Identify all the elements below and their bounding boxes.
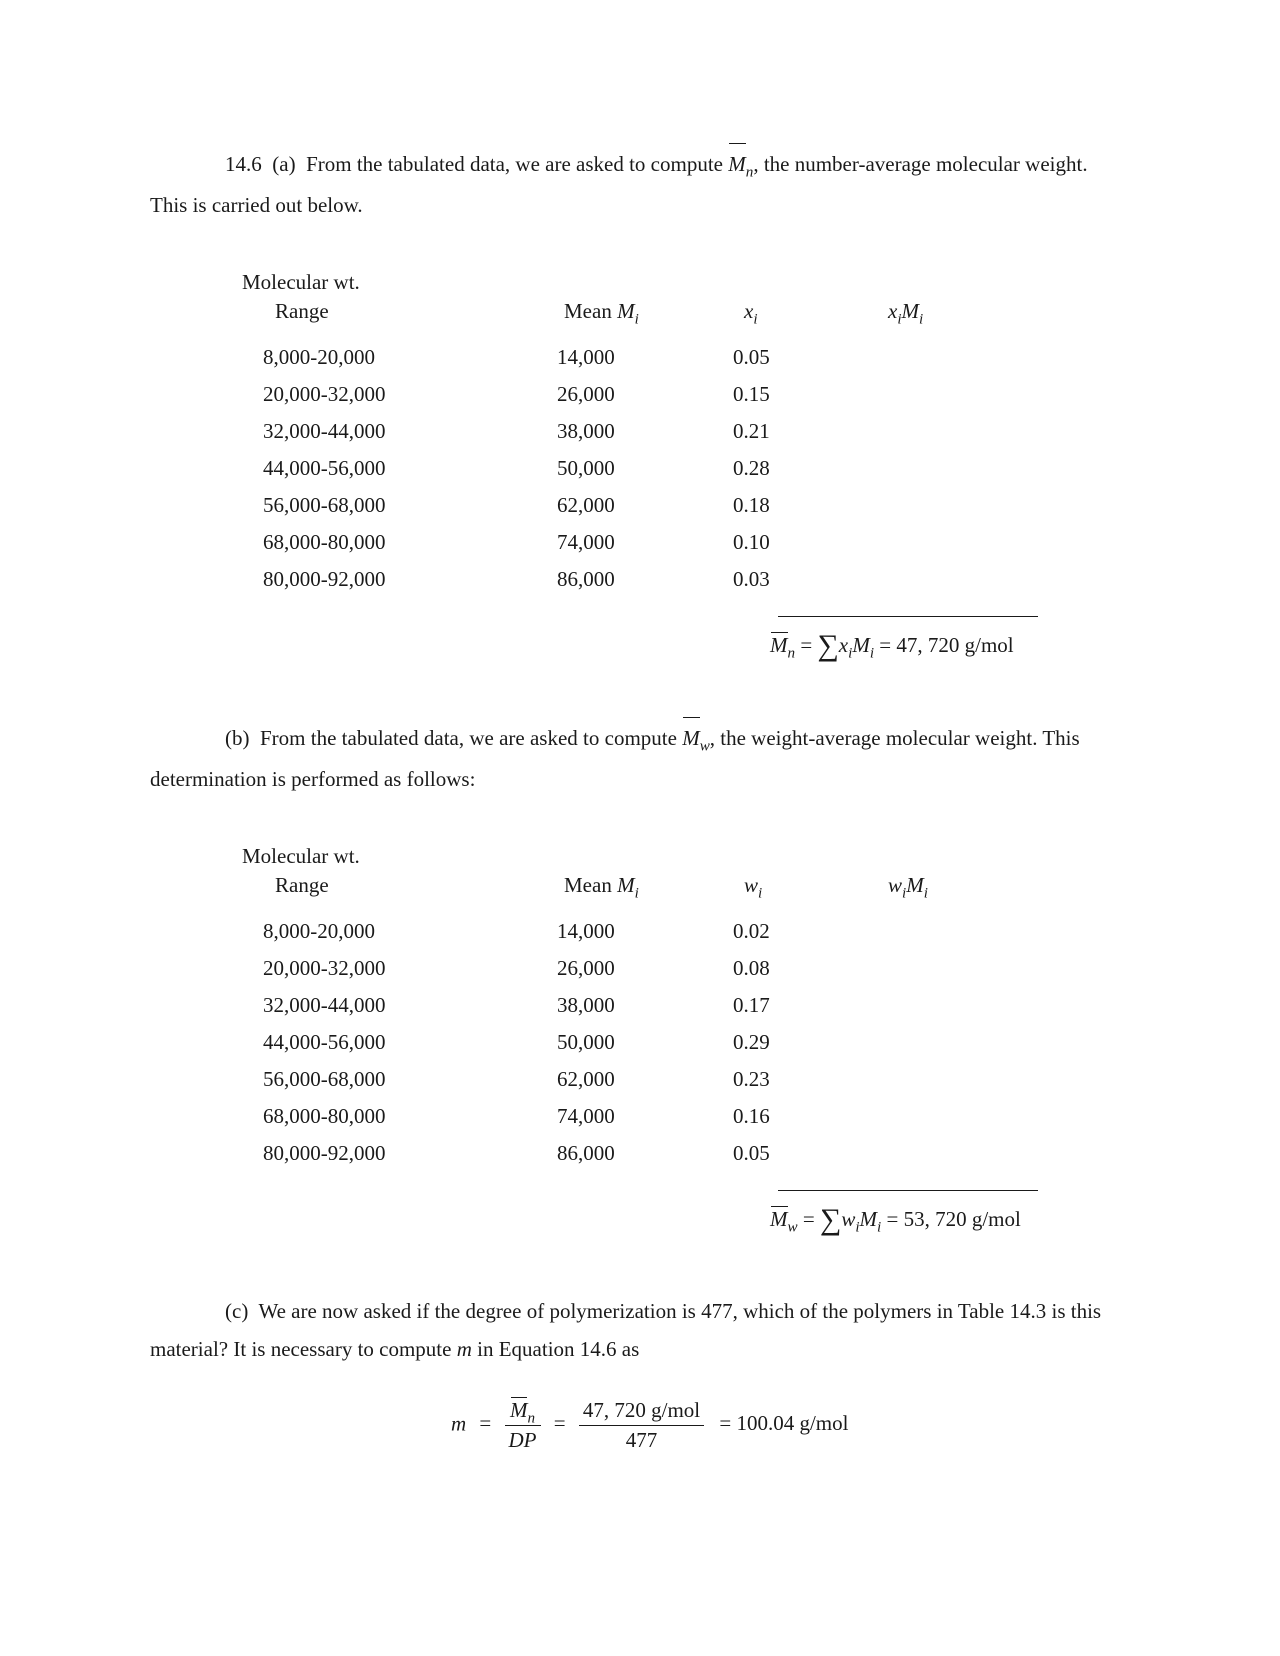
cell-range: 44,000-56,000 bbox=[263, 1030, 386, 1054]
sum-rule bbox=[778, 1190, 1038, 1191]
cell-mean: 74,000 bbox=[557, 530, 615, 554]
part-a-line2: This is carried out below. bbox=[150, 193, 363, 217]
cell-mean: 26,000 bbox=[557, 956, 615, 980]
part-a-text: From the tabulated data, we are asked to compute bbox=[306, 152, 723, 176]
cell-mean: 62,000 bbox=[557, 1067, 615, 1091]
header-range-line1: Molecular wt. bbox=[242, 270, 360, 294]
part-b-line2: determination is performed as follows: bbox=[150, 767, 476, 791]
cell-range: 56,000-68,000 bbox=[263, 1067, 386, 1091]
problem-number: 14.6 bbox=[225, 152, 262, 176]
cell-fraction: 0.05 bbox=[733, 345, 770, 369]
cell-fraction: 0.28 bbox=[733, 456, 770, 480]
header-fraction: $w_i$ bbox=[744, 873, 763, 902]
cell-range: 68,000-80,000 bbox=[263, 530, 386, 554]
cell-mean: 86,000 bbox=[557, 1141, 615, 1165]
part-c-paragraph bbox=[150, 1292, 1128, 1368]
sum-rule bbox=[778, 616, 1038, 617]
cell-range: 68,000-80,000 bbox=[263, 1104, 386, 1128]
cell-fraction: 0.03 bbox=[733, 567, 770, 591]
mw-result: $M_w = \sum w_iM_i = 53$, 720 g/mol bbox=[770, 1203, 1021, 1236]
cell-fraction: 0.10 bbox=[733, 530, 770, 554]
cell-range: 8,000-20,000 bbox=[263, 919, 375, 943]
mn-result: $M_n = \sum x_iM_i = 47$, 720 g/mol bbox=[770, 629, 1014, 662]
cell-mean: 50,000 bbox=[557, 456, 615, 480]
cell-mean: 62,000 bbox=[557, 493, 615, 517]
cell-fraction: 0.08 bbox=[733, 956, 770, 980]
mn-symbol: M bbox=[728, 144, 746, 185]
cell-mean: 50,000 bbox=[557, 1030, 615, 1054]
cell-range: 44,000-56,000 bbox=[263, 456, 386, 480]
part-c-label: (c) bbox=[225, 1299, 249, 1323]
part-a-text-after: , the number-average molecular weight. bbox=[753, 152, 1088, 176]
cell-mean: 14,000 bbox=[557, 919, 615, 943]
cell-mean: 26,000 bbox=[557, 382, 615, 406]
header-range-line1: Molecular wt. bbox=[242, 844, 360, 868]
fraction-mn-over-dp: $\frac{M_n}{DP}$ bbox=[505, 1398, 541, 1453]
part-b-label: (b) bbox=[225, 726, 250, 750]
header-product: $x_iM_i$ bbox=[888, 299, 924, 328]
cell-fraction: 0.29 bbox=[733, 1030, 770, 1054]
sigma-icon: ∑ bbox=[819, 1203, 842, 1236]
cell-range: 80,000-92,000 bbox=[263, 567, 386, 591]
cell-range: 80,000-92,000 bbox=[263, 1141, 386, 1165]
header-range-line2: Range bbox=[275, 873, 329, 897]
equation-result: = 100.04 g/mol bbox=[719, 1411, 849, 1436]
cell-range: 20,000-32,000 bbox=[263, 382, 386, 406]
cell-fraction: 0.21 bbox=[733, 419, 770, 443]
part-b-text: From the tabulated data, we are asked to compute bbox=[260, 726, 677, 750]
fraction-value: $\frac{\text{47, 720 g/mol}}{477}$ bbox=[579, 1398, 704, 1453]
cell-mean: 14,000 bbox=[557, 345, 615, 369]
header-fraction: $x_i$ bbox=[744, 299, 758, 328]
mw-symbol: M bbox=[682, 718, 700, 759]
part-a-label: (a) bbox=[272, 152, 296, 176]
cell-range: 32,000-44,000 bbox=[263, 993, 386, 1017]
part-c-text-line1: We are now asked if the degree of polymerization is 477, which of the polymers in Table 14.3 is this bbox=[258, 1299, 1102, 1323]
part-c-text-line2: material? It is necessary to compute bbox=[150, 1337, 452, 1361]
mn-subscript: n bbox=[745, 164, 754, 181]
cell-range: 20,000-32,000 bbox=[263, 956, 386, 980]
cell-mean: 74,000 bbox=[557, 1104, 615, 1128]
part-b-text-after: , the weight-average molecular weight. This bbox=[709, 726, 1080, 750]
part-b-paragraph bbox=[150, 718, 1128, 800]
header-mean: Mean $M_i$ bbox=[564, 299, 639, 328]
sigma-icon: ∑ bbox=[817, 629, 839, 662]
equation-m: m = $\frac{M_n}{DP}$ = $\frac{\text{47, 720 g/mol}}{477}$ = 100.04 g/mol bbox=[451, 1398, 849, 1452]
header-mean: Mean $M_i$ bbox=[564, 873, 639, 902]
m-symbol: m bbox=[456, 1337, 472, 1361]
cell-fraction: 0.16 bbox=[733, 1104, 770, 1128]
cell-mean: 86,000 bbox=[557, 567, 615, 591]
cell-fraction: 0.15 bbox=[733, 382, 770, 406]
header-product: $w_iM_i$ bbox=[888, 873, 928, 902]
header-range-line2: Range bbox=[275, 299, 329, 323]
cell-range: 56,000-68,000 bbox=[263, 493, 386, 517]
cell-mean: 38,000 bbox=[557, 993, 615, 1017]
cell-range: 32,000-44,000 bbox=[263, 419, 386, 443]
cell-range: 8,000-20,000 bbox=[263, 345, 375, 369]
cell-fraction: 0.23 bbox=[733, 1067, 770, 1091]
mw-subscript: w bbox=[699, 738, 710, 755]
part-a-paragraph bbox=[150, 144, 1128, 226]
part-c-text-line2-after: in Equation 14.6 as bbox=[477, 1337, 640, 1361]
cell-fraction: 0.05 bbox=[733, 1141, 770, 1165]
cell-fraction: 0.02 bbox=[733, 919, 770, 943]
cell-fraction: 0.17 bbox=[733, 993, 770, 1017]
cell-mean: 38,000 bbox=[557, 419, 615, 443]
cell-fraction: 0.18 bbox=[733, 493, 770, 517]
